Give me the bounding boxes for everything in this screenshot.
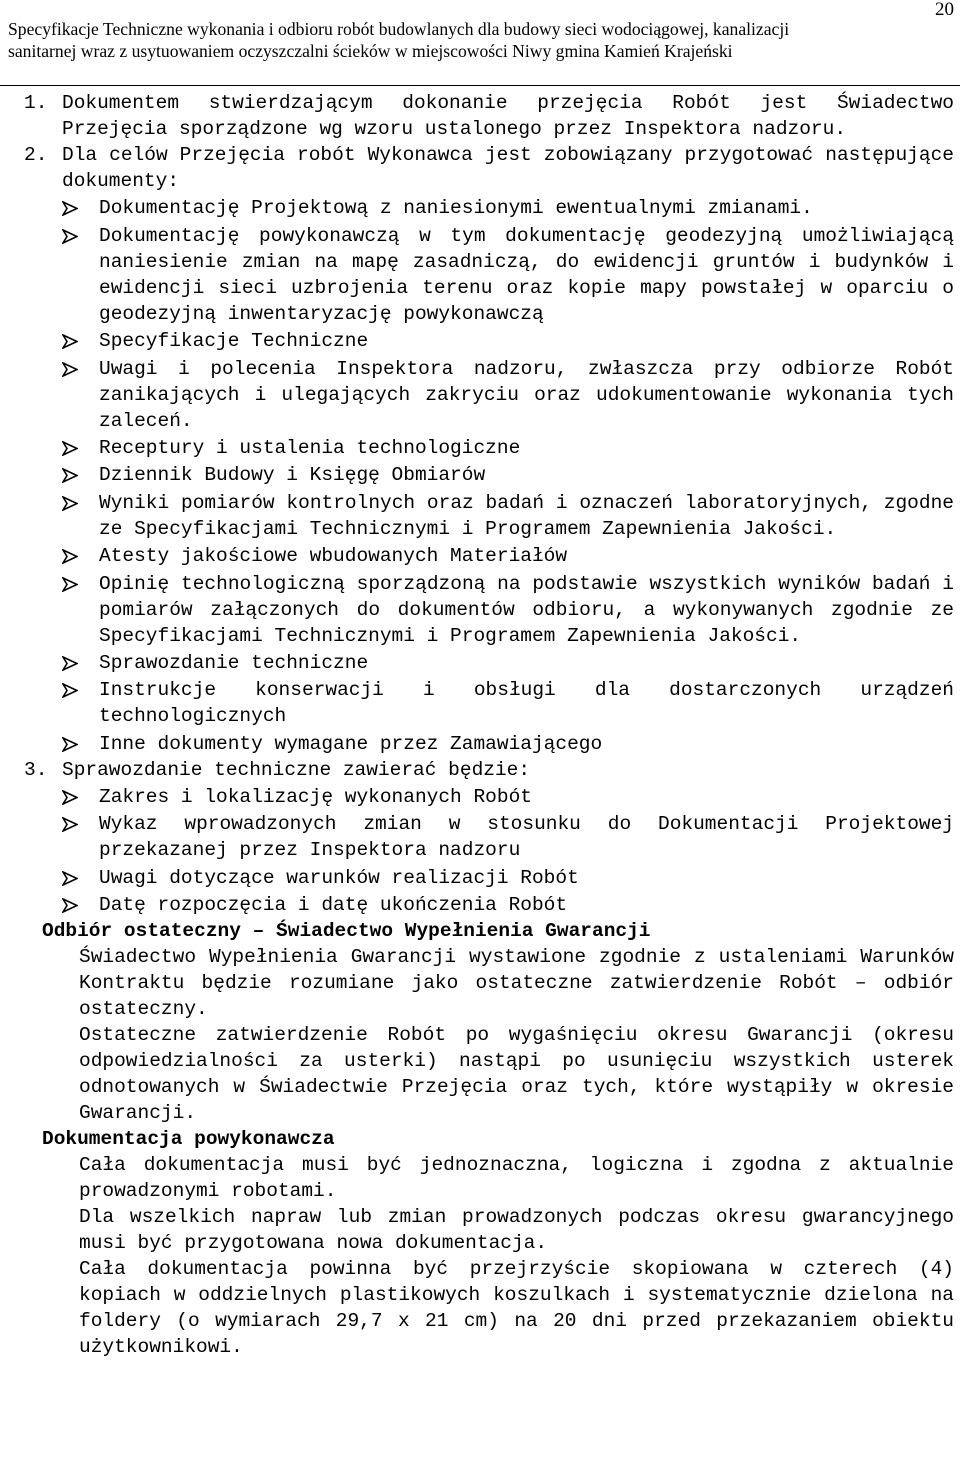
item-number: 3. [24, 758, 48, 781]
list-item: Uwagi i polecenia Inspektora nadzoru, zwłaszcza przy odbiorze Robót zanikających i ulegających zakryciu oraz udokumentowanie wykonania tych zaleceń. [0, 356, 960, 434]
bullet-list-report [0, 784, 960, 918]
list-item: Sprawozdanie techniczne [0, 650, 960, 676]
item-number: 1. [24, 92, 48, 114]
numbered-item-1 [0, 90, 960, 142]
list-item: Uwagi dotyczące warunków realizacji Robót [0, 865, 960, 891]
list-item: Wykaz wprowadzonych zmian w stosunku do Dokumentacji Projektowej przekazanej przez Inspektora nadzoru [0, 811, 960, 863]
list-item: Receptury i ustalenia technologiczne [0, 435, 960, 461]
arrow-bullet-icon [62, 871, 78, 886]
arrow-bullet-icon [62, 468, 78, 483]
arrow-bullet-icon [62, 817, 78, 832]
arrow-bullet-icon [62, 229, 78, 244]
arrow-bullet-icon [62, 577, 78, 592]
list-item: Datę rozpoczęcia i datę ukończenia Robót [0, 892, 960, 918]
header-line-1: Specyfikacje Techniczne wykonania i odbioru robót budowlanych dla budowy sieci wodociągowej, kanalizacji [8, 19, 790, 39]
page-number: 20 [935, 0, 954, 20]
header-line-2: sanitarnej wraz z usytuowaniem oczyszczalni ścieków w miejscowości Niwy gmina Kamień Krajeński [8, 41, 733, 61]
arrow-bullet-icon [62, 683, 78, 698]
arrow-bullet-icon [62, 496, 78, 511]
arrow-bullet-icon [62, 549, 78, 564]
arrow-bullet-icon [62, 201, 78, 216]
bullet-list-documents [0, 195, 960, 756]
item-text: Dokumentem stwierdzającym dokonanie przejęcia Robót jest Świadectwo Przejęcia sporządzone wg wzoru ustalonego przez Inspektora nadzoru. [62, 92, 954, 140]
arrow-bullet-icon [62, 656, 78, 671]
arrow-bullet-icon [62, 362, 78, 377]
list-item: Inne dokumenty wymagane przez Zamawiającego [0, 731, 960, 757]
paragraph: Ostateczne zatwierdzenie Robót po wygaśnięciu okresu Gwarancji (okresu odpowiedzialności za usterki) nastąpi po usunięciu wszystkich usterek odnotowanych w Świadectwie Przejęcia oraz tych, które wystąpiły w okresie Gwarancji. [79, 1024, 954, 1125]
document-body [0, 90, 960, 1360]
paragraph: Dla wszelkich napraw lub zmian prowadzonych podczas okresu gwarancyjnego musi być przygotowana nowa dokumentacja. [79, 1206, 954, 1255]
list-item: Dokumentację powykonawczą w tym dokumentację geodezyjną umożliwiającą naniesienie zmian na mapę zasadniczą, do ewidencji gruntów i budynków i ewidencji sieci uzbrojenia terenu oraz kopie mapy powstałej w oparciu o geodezyjną inwentaryzację powykonawczą [0, 223, 960, 327]
arrow-bullet-icon [62, 898, 78, 913]
numbered-item-2 [0, 142, 960, 194]
arrow-bullet-icon [62, 334, 78, 349]
list-item: Specyfikacje Techniczne [0, 328, 960, 354]
item-text: Sprawozdanie techniczne zawierać będzie: [62, 758, 531, 781]
list-item: Atesty jakościowe wbudowanych Materiałów [0, 543, 960, 569]
item-text: Dla celów Przejęcia robót Wykonawca jest zobowiązany przygotować następujące dokumenty: [62, 144, 954, 192]
numbered-item-3 [0, 757, 960, 783]
arrow-bullet-icon [62, 737, 78, 752]
section-heading-as-built-docs: Dokumentacja powykonawcza [42, 1128, 335, 1151]
list-item: Dziennik Budowy i Księgę Obmiarów [0, 462, 960, 488]
list-item: Opinię technologiczną sporządzoną na podstawie wszystkich wyników badań i pomiarów załączonych do dokumentów odbioru, a wykonywanych zgodnie ze Specyfikacjami Technicznymi i Programem Zapewnienia Jakości. [0, 571, 960, 649]
paragraph: Świadectwo Wypełnienia Gwarancji wystawione zgodnie z ustaleniami Warunków Kontraktu będzie rozumiane jako ostateczne zatwierdzenie Robót – odbiór ostateczny. [79, 946, 954, 1021]
list-item: Instrukcje konserwacji i obsługi dla dostarczonych urządzeń technologicznych [0, 677, 960, 729]
list-item: Zakres i lokalizację wykonanych Robót [0, 784, 960, 810]
list-item: Wyniki pomiarów kontrolnych oraz badań i oznaczeń laboratoryjnych, zgodne ze Specyfikacjami Technicznymi i Programem Zapewnienia Jakości. [0, 490, 960, 542]
list-item: Dokumentację Projektową z naniesionymi ewentualnymi zmianami. [0, 195, 960, 221]
arrow-bullet-icon [62, 790, 78, 805]
header-divider [0, 85, 960, 86]
section-heading-final-acceptance: Odbiór ostateczny – Świadectwo Wypełnienia Gwarancji [42, 920, 651, 943]
paragraph: Cała dokumentacja musi być jednoznaczna, logiczna i zgodna z aktualnie prowadzonymi robotami. [79, 1154, 954, 1203]
arrow-bullet-icon [62, 441, 78, 456]
document-header [8, 18, 960, 62]
paragraph: Cała dokumentacja powinna być przejrzyście skopiowana w czterech (4) kopiach w oddzielnych plastikowych koszulkach i systematycznie dzielona na foldery (o wymiarach 29,7 x 21 cm) na 20 dni przed przekazaniem obiektu użytkownikowi. [79, 1258, 954, 1359]
item-number: 2. [24, 144, 48, 166]
